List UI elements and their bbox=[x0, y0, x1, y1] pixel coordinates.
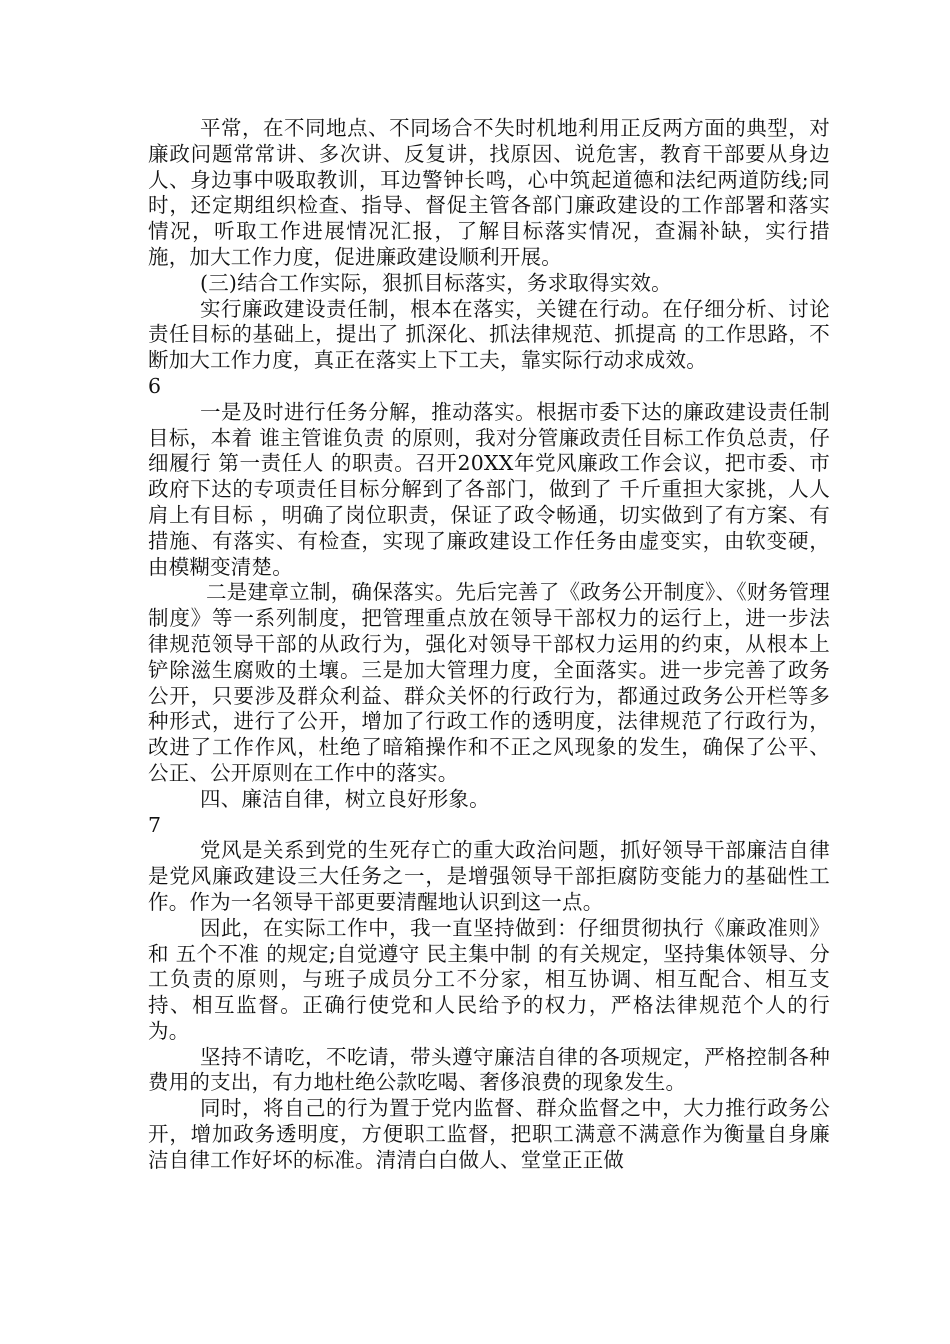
paragraph-supervision: 同时，将自己的行为置于党内监督、群众监督之中，大力推行政务公开，增加政务透明度，方便职工监督，把职工满意不满意作为衡量自身廉洁自律工作好坏的标准。清清白白做人、堂堂正正做 bbox=[148, 1096, 830, 1172]
page-number-7: 7 bbox=[148, 812, 162, 837]
paragraph-no-banquets: 坚持不请吃，不吃请，带头遵守廉洁自律的各项规定，严格控制各种费用的支出，有力地杜绝公款吃喝、奢侈浪费的现象发生。 bbox=[148, 1044, 830, 1095]
paragraph-practical-work: 因此，在实际工作中，我一直坚持做到：仔细贯彻执行《廉政准则》和 五个不准 的规定;自觉遵守 民主集中制 的有关规定，坚持集体领导、分工负责的原则，与班子成员分工不分家，相互协调、相互配合、相互支持、相互监督。正确行使党和人民给予的权力，严格法律规范个人的行为。 bbox=[148, 915, 830, 1043]
paragraph-task-decomposition: 一是及时进行任务分解，推动落实。根据市委下达的廉政建设责任制目标，本着 谁主管谁负责 的原则，我对分管廉政责任目标工作负总责，仔细履行 第一责任人 的职责。召开20XX年党风廉政工作会议，把市委、市政府下达的专项责任目标分解到了各部门，做到了 千斤重担大家挑，人人肩上有目标 ，明确了岗位职责，保证了政令畅通，切实做到了有方案、有措施、有落实、有检查，实现了廉政建设工作任务由虚变实，由软变硬，由模糊变清楚。 bbox=[148, 399, 830, 579]
document-body bbox=[148, 116, 830, 1174]
section-heading-3: (三)结合工作实际，狠抓目标落实，务求取得实效。 bbox=[200, 270, 672, 295]
section-heading-4: 四、廉洁自律，树立良好形象。 bbox=[200, 786, 490, 811]
paragraph-responsibility-system: 实行廉政建设责任制，根本在落实，关键在行动。在仔细分析、讨论责任目标的基础上，提出了 抓深化、抓法律规范、抓提高 的工作思路，不断加大工作力度，真正在落实上下工夫，靠实际行动求成效。 bbox=[148, 296, 830, 373]
page-number-6: 6 bbox=[148, 373, 162, 398]
paragraph-regular-education: 平常，在不同地点、不同场合不失时机地利用正反两方面的典型，对廉政问题常常讲、多次讲、反复讲，找原因、说危害，教育干部要从身边人、身边事中吸取教训，耳边警钟长鸣，心中筑起道德和法纪两道防线;同时，还定期组织检查、指导、督促主管各部门廉政建设的工作部署和落实情况，听取工作进展情况汇报，了解目标落实情况，查漏补缺，实行措施，加大工作力度，促进廉政建设顺利开展。 bbox=[148, 116, 830, 269]
paragraph-rules-and-management: 二是建章立制，确保落实。先后完善了《政务公开制度》、《财务管理制度》等一系列制度，把管理重点放在领导干部权力的运行上，进一步法律规范领导干部的从政行为，强化对领导干部权力运用的约束，从根本上铲除滋生腐败的土壤。三是加大管理力度，全面落实。进一步完善了政务公开，只要涉及群众利益、群众关怀的行政行为，都通过政务公开栏等多种形式，进行了公开，增加了行政工作的透明度，法律规范了行政行为，改进了工作作风，杜绝了暗箱操作和不正之风现象的发生，确保了公平、公正、公开原则在工作中的落实。 bbox=[148, 580, 830, 785]
paragraph-party-conduct: 党风是关系到党的生死存亡的重大政治问题，抓好领导干部廉洁自律是党风廉政建设三大任务之一，是增强领导干部拒腐防变能力的基础性工作。作为一名领导干部更要清醒地认识到这一点。 bbox=[148, 838, 830, 914]
